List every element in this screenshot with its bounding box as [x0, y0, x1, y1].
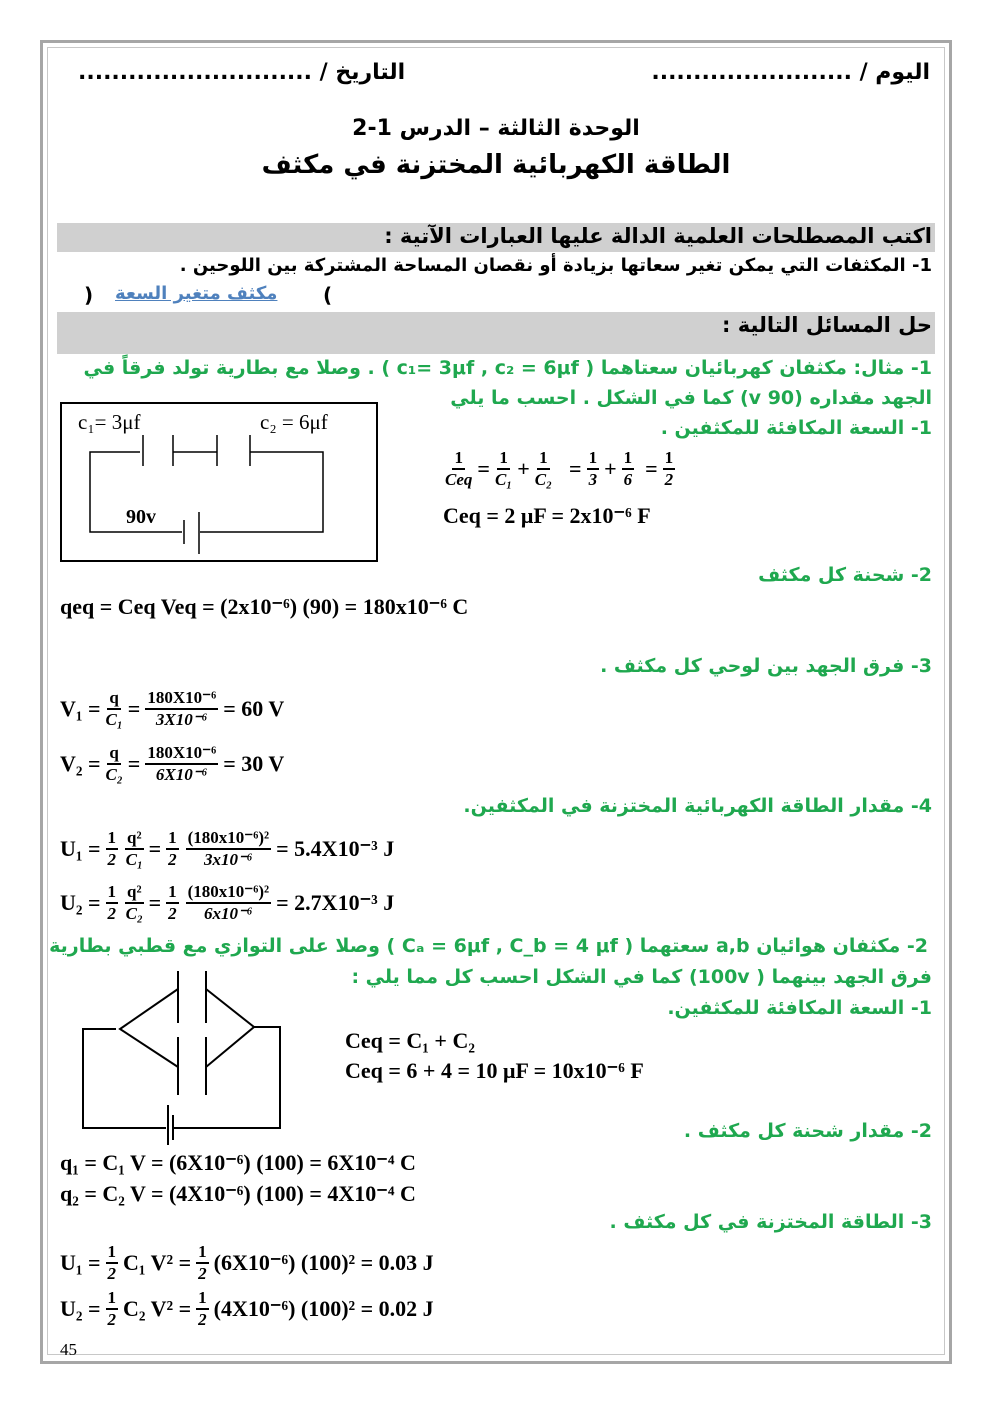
plus: + [517, 456, 530, 481]
numerator: 180X10⁻⁶ [145, 688, 218, 710]
example2-line2: فرق الجهد بينهما ( 100v) كما في الشكل احسب كل مما يلي : [351, 966, 932, 988]
example2-sub3: 3- الطاقة المختزنة في كل مكثف . [609, 1211, 932, 1233]
ceq-result: Ceq = 6 + 4 = 10 μF = 10x10⁻⁶ F [345, 1058, 644, 1083]
denominator: 6 [623, 470, 633, 489]
equals: = [477, 456, 490, 481]
numerator: q² [125, 882, 144, 904]
numerator: 1 [106, 882, 119, 904]
example1-sub1: 1- السعة المكافئة للمكثفين . [660, 417, 932, 439]
lhs: U₂ = [60, 890, 101, 915]
example1-sub2: 2- شحنة كل مكثف [758, 564, 932, 586]
c2-label: c₂ = 6μf [260, 410, 328, 434]
numerator: 1 [106, 1242, 119, 1264]
lhs: V₂ = [60, 751, 101, 776]
denominator: 6X10⁻⁶ [155, 765, 208, 784]
numerator: 1 [106, 828, 119, 850]
series-circuit-diagram [60, 402, 378, 562]
example2-sub2: 2- مقدار شحنة كل مكثف . [683, 1120, 932, 1142]
result: = 5.4X10⁻³ J [276, 836, 395, 861]
denominator: C₁ [105, 710, 123, 729]
section1-heading: اكتب المصطلحات العلمية الدالة عليها العبارات الآتية : [384, 224, 932, 248]
denominator: C₂ [534, 470, 553, 489]
ceq-result: Ceq = 2 μF = 2x10⁻⁶ F [443, 503, 651, 528]
numerator: 180X10⁻⁶ [145, 743, 218, 765]
numerator: 1 [497, 448, 510, 470]
numerator: q [107, 743, 120, 765]
numerator: 1 [166, 828, 179, 850]
numerator: 1 [452, 448, 465, 470]
q2-formula: q₂ = C₂ V = (4X10⁻⁶) (100) = 4X10⁻⁴ C [60, 1181, 416, 1206]
numerator: 1 [587, 448, 600, 470]
denominator: 6x10⁻⁶ [203, 904, 253, 923]
example1-sub4: 4- مقدار الطاقة الكهربائية المختزنة في المكثفين. [463, 795, 932, 817]
lhs: V₁ = [60, 696, 101, 721]
lhs: U₁ = [60, 1250, 101, 1275]
q1-formula: q₁ = C₁ V = (6X10⁻⁶) (100) = 6X10⁻⁴ C [60, 1150, 416, 1175]
result: (6X10⁻⁶) (100)² = 0.03 J [213, 1250, 434, 1275]
example1-sub3: 3- فرق الجهد بين لوحي كل مكثف . [600, 655, 932, 677]
denominator: 2 [168, 850, 177, 869]
denominator: C₁ [125, 850, 143, 869]
denominator: C₁ [494, 470, 513, 489]
result: = 2.7X10⁻³ J [276, 890, 395, 915]
denominator: 2 [664, 470, 674, 489]
v1-formula: V₁ = $\frac{q}{\text{C₁}}$ = $\frac{\text{180X10⁻⁶}}{\text{3X10⁻⁶}}$ = 60 V [60, 688, 285, 729]
date-field: التاريخ / ............................ [78, 60, 406, 85]
numerator: 1 [663, 448, 676, 470]
lhs: U₂ = [60, 1296, 101, 1321]
answer-1: مكثف متغير السعة [115, 283, 278, 304]
example1-line1: 1- مثال: مكثفان كهربائيان سعتاهما ( c₁= 3μf , c₂ = 6μf ) . وصلا مع بطارية تولد فرقاً في [83, 357, 932, 379]
numerator: 1 [622, 448, 635, 470]
v2-formula: V₂ = $\frac{q}{\text{C₂}}$ = $\frac{\text{180X10⁻⁶}}{\text{6X10⁻⁶}}$ = 30 V [60, 743, 285, 784]
equals: = [569, 456, 582, 481]
numerator: 1 [537, 448, 550, 470]
numerator: q [107, 688, 120, 710]
denominator: 2 [198, 1310, 207, 1329]
plus: + [604, 456, 617, 481]
denominator: C₂ [105, 765, 123, 784]
unit-title: الوحدة الثالثة – الدرس 1-2 [352, 116, 640, 141]
page-number: 45 [60, 1340, 77, 1359]
energy1-formula [60, 1242, 434, 1284]
equals: = [645, 456, 658, 481]
denominator: 2 [107, 1264, 117, 1283]
u1-formula: U₁ = $\frac{1}{2}$ $\frac{\text{q²}}{\text{C₁}}$ = $\frac{1}{2}$ $\frac{\text{(180x10⁻⁶)²}}{\text{3x10⁻⁶}}$ = 5.4X10⁻³ J [60, 828, 395, 869]
numerator: 1 [196, 1288, 209, 1310]
denominator: 3X10⁻⁶ [155, 710, 208, 729]
denominator: C₂ [125, 904, 143, 923]
denominator: 2 [107, 850, 117, 869]
numerator: 1 [106, 1288, 119, 1310]
ceq-sum-formula: Ceq = C₁ + C₂ [345, 1028, 475, 1053]
lesson-title: الطاقة الكهربائية المختزنة في مكثف [261, 150, 731, 180]
term: C₁ V² = [123, 1250, 192, 1275]
denominator: 3x10⁻⁶ [203, 850, 253, 869]
numerator: (180x10⁻⁶)² [186, 882, 272, 904]
example2-line1: 2- مكثفان هوائيان a,b سعتهما ( Cₐ = 6μf , C_b = 4 μf ) وصلا على التوازي مع قطبي بطارية [49, 935, 928, 957]
parallel-circuit-icon [80, 965, 285, 1145]
paren-open: ( [84, 283, 94, 307]
battery-label: 90v [126, 506, 156, 528]
denominator: 2 [198, 1264, 207, 1283]
denominator: 2 [107, 1310, 117, 1329]
section2-heading: حل المسائل التالية : [722, 313, 932, 337]
denominator: 2 [168, 904, 177, 923]
c1-label: c₁= 3μf [78, 410, 141, 434]
result: (4X10⁻⁶) (100)² = 0.02 J [213, 1296, 434, 1321]
charge-formula: qeq = Ceq Veq = (2x10⁻⁶) (90) = 180x10⁻⁶ C [60, 594, 469, 619]
equivalent-capacitance-formula [443, 448, 677, 490]
numerator: (180x10⁻⁶)² [186, 828, 272, 850]
result: = 30 V [223, 751, 285, 776]
paren-close: ) [323, 283, 333, 307]
term: C₂ V² = [123, 1296, 192, 1321]
numerator: 1 [166, 882, 179, 904]
u2-formula: U₂ = $\frac{1}{2}$ $\frac{\text{q²}}{\text{C₂}}$ = $\frac{1}{2}$ $\frac{\text{(180x10⁻⁶)²}}{\text{6x10⁻⁶}}$ = 2.7X10⁻³ J [60, 882, 395, 923]
question-1: 1- المكثفات التي يمكن تغير سعاتها بزيادة أو نقصان المساحة المشتركة بين اللوحين . [179, 255, 932, 276]
denominator: 2 [107, 904, 117, 923]
parallel-circuit-diagram [80, 965, 285, 1145]
result: = 60 V [223, 696, 285, 721]
example2-sub1: 1- السعة المكافئة للمكثفين. [667, 997, 932, 1019]
denominator: Ceq [445, 470, 473, 489]
day-field: اليوم / ........................ [651, 60, 930, 85]
example1-line2: الجهد مقداره (90 v) كما في الشكل . احسب ما يلي [450, 387, 932, 409]
lhs: U₁ = [60, 836, 101, 861]
energy2-formula [60, 1288, 434, 1330]
numerator: 1 [196, 1242, 209, 1264]
numerator: q² [125, 828, 144, 850]
denominator: 3 [588, 470, 598, 489]
